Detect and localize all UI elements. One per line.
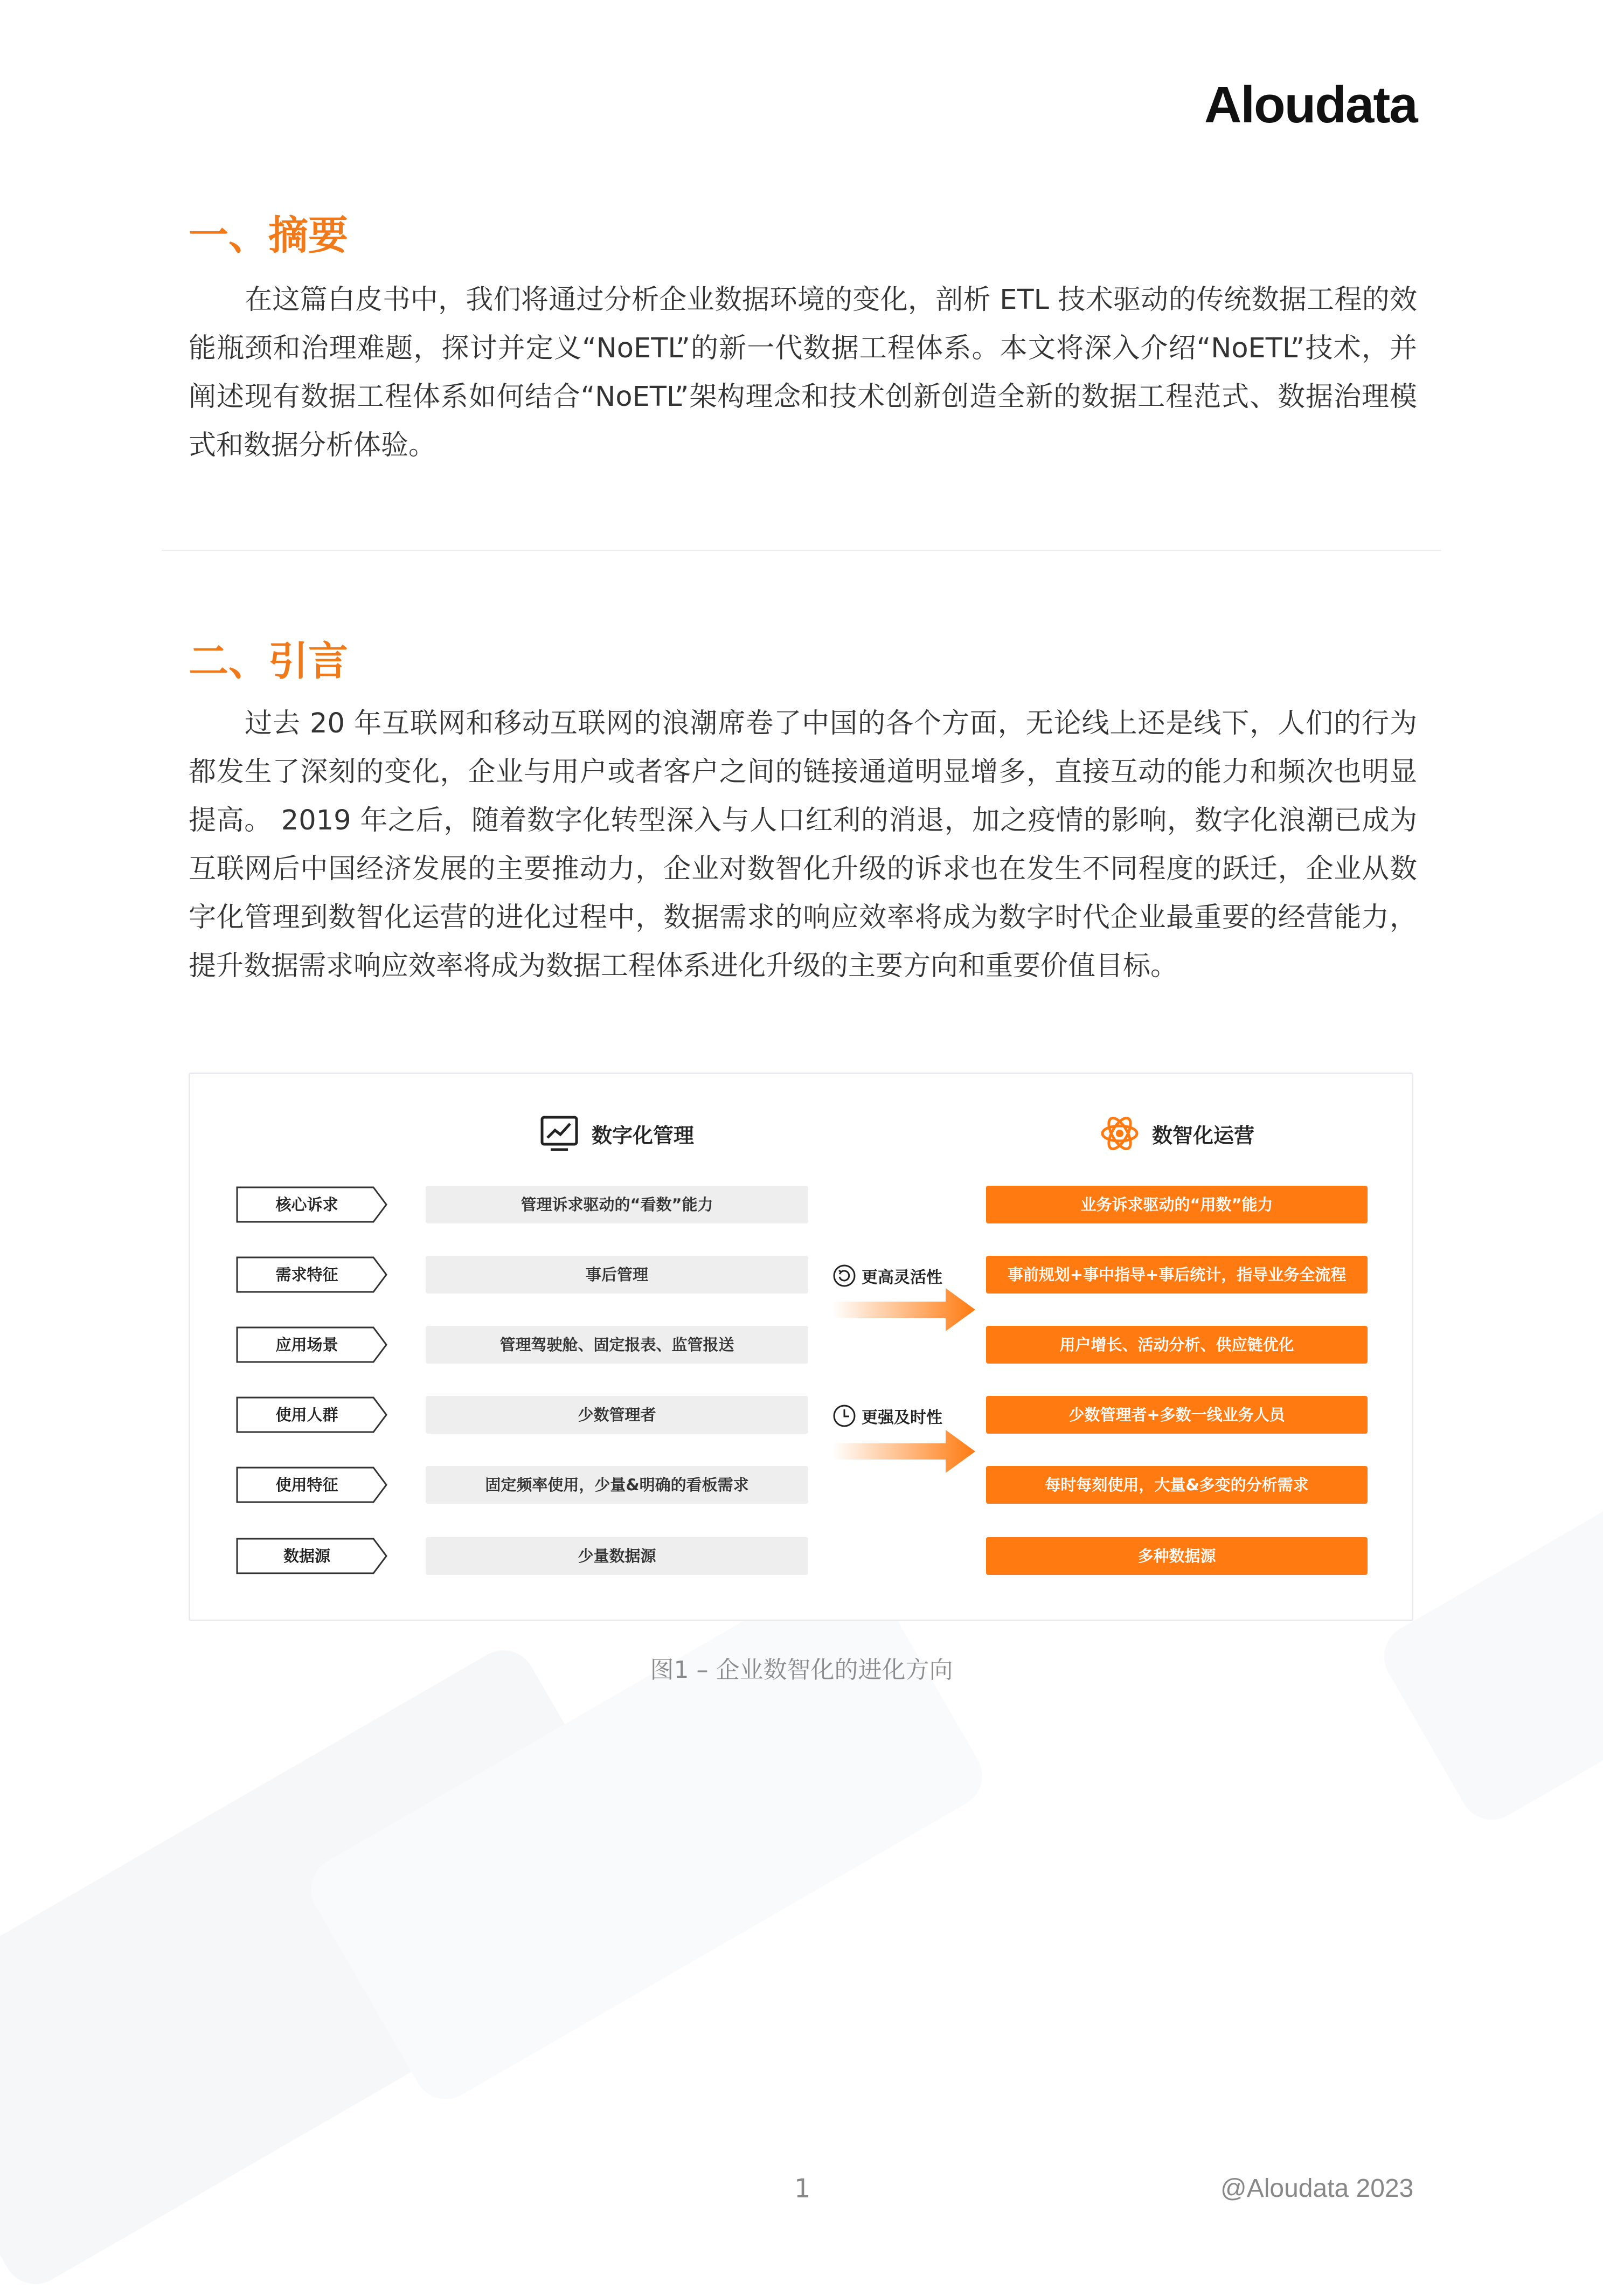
clock-icon — [832, 1404, 856, 1428]
row-tag: 使用特征 — [235, 1466, 389, 1504]
brand-logo: Aloudata — [1204, 76, 1417, 134]
atom-icon — [1099, 1113, 1140, 1154]
left-column-title — [539, 1113, 694, 1154]
trend-chart-icon — [539, 1113, 580, 1154]
transition-label-timeliness: 更强及时性 — [832, 1404, 942, 1428]
section-divider — [162, 550, 1441, 551]
left-column-title-text: 数字化管理 — [592, 1123, 695, 1147]
left-cell: 管理诉求驱动的“看数”能力 — [426, 1186, 808, 1223]
left-cell: 事后管理 — [426, 1256, 808, 1294]
row-tag: 核心诉求 — [235, 1186, 389, 1223]
section-heading-abstract: 一、摘要 — [189, 212, 348, 259]
section-heading-intro: 二、引言 — [189, 638, 348, 684]
row-tag: 使用人群 — [235, 1396, 389, 1434]
right-cell: 多种数据源 — [986, 1537, 1368, 1575]
right-cell: 少数管理者+多数一线业务人员 — [986, 1396, 1368, 1434]
intro-paragraph: 过去 20 年互联网和移动互联网的浪潮席卷了中国的各个方面，无论线上还是线下，人们的行为都发生了深刻的变化，企业与用户或者客户之间的链接通道明显增多，直接互动的能力和频次也明显提高。 2019 年之后，随着数字化转型深入与人口红利的消退，加之疫情的影响，数字化浪潮已成为互联网后中国经济发展的主要推动力，企业对数智化升级的诉求也在发生不同程度的跃迁，企业从数字化管理到数智化运营的进化过程中，数据需求的响应效率将成为数字时代企业最重要的经营能力，提升数据需求响应效率将成为数据工程体系进化升级的主要方向和重要价值目标。 — [189, 708, 1417, 982]
right-column-title — [1099, 1113, 1254, 1154]
figure-caption: 图1 – 企业数智化的进化方向 — [650, 1656, 953, 1684]
left-cell: 少量数据源 — [426, 1537, 808, 1575]
row-tag: 数据源 — [235, 1537, 389, 1575]
left-cell: 固定频率使用，少量&明确的看板需求 — [426, 1466, 808, 1504]
refresh-icon — [832, 1264, 856, 1288]
row-tag: 需求特征 — [235, 1256, 389, 1294]
right-column-title-text: 数智化运营 — [1152, 1123, 1255, 1147]
background-shape — [299, 1554, 994, 2111]
row-tag: 应用场景 — [235, 1326, 389, 1364]
abstract-paragraph: 在这篇白皮书中，我们将通过分析企业数据环境的变化，剖析 ETL 技术驱动的传统数据工程的效能瓶颈和治理难题，探讨并定义“NoETL”的新一代数据工程体系。本文将深入介绍“NoETL”技术，并阐述现有数据工程体系如何结合“NoETL”架构理念和技术创新创造全新的数据工程范式、数据治理模式和数据分析体验。 — [189, 284, 1417, 461]
transition-arrow — [832, 1427, 978, 1476]
transition-label-flexibility: 更高灵活性 — [832, 1264, 942, 1288]
transition-arrow — [832, 1285, 978, 1334]
right-cell: 业务诉求驱动的“用数”能力 — [986, 1186, 1368, 1223]
left-cell: 管理驾驶舱、固定报表、监管报送 — [426, 1326, 808, 1364]
footer-copyright: @Aloudata 2023 — [1220, 2174, 1414, 2203]
page-number: 1 — [794, 2174, 811, 2204]
right-cell: 事前规划+事中指导+事后统计，指导业务全流程 — [986, 1256, 1368, 1294]
right-cell: 用户增长、活动分析、供应链优化 — [986, 1326, 1368, 1364]
right-cell: 每时每刻使用，大量&多变的分析需求 — [986, 1466, 1368, 1504]
left-cell: 少数管理者 — [426, 1396, 808, 1434]
